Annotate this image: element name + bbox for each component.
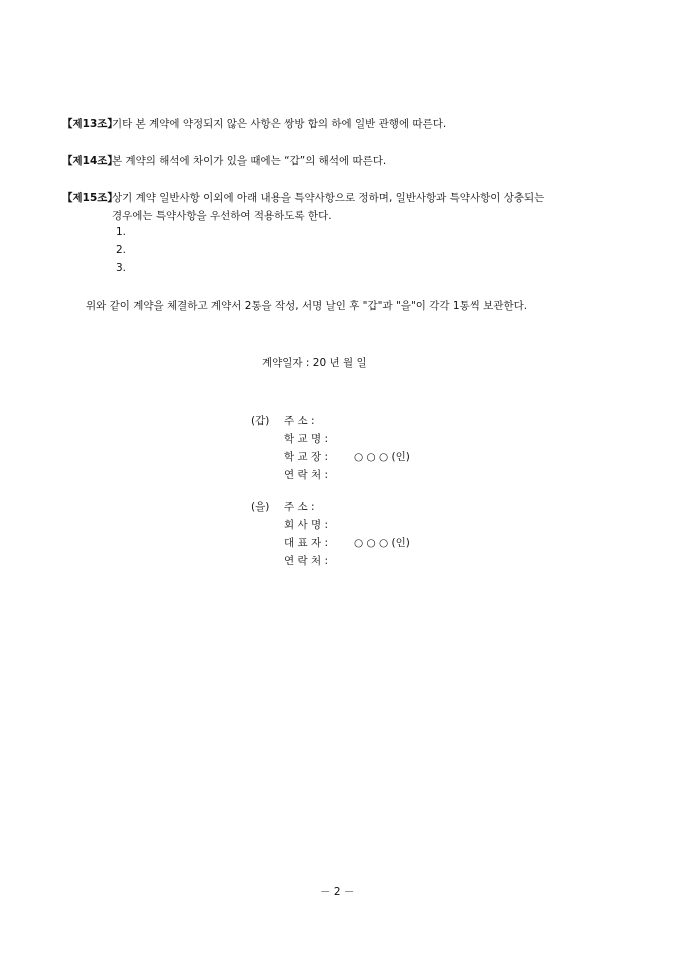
article-13-label: 【제13조】: [62, 118, 118, 130]
party-b-contact-label: 연 락 처 :: [284, 555, 328, 567]
closing-statement: 위와 같이 계약을 체결하고 계약서 2통을 작성, 서명 날인 후 "갑"과 "을"이 각각 1통씩 보관한다.: [86, 300, 528, 312]
article-13-text: 기타 본 계약에 약정되지 않은 사항은 쌍방 합의 하에 일반 관행에 따른다.: [112, 118, 447, 130]
party-b-address-label: 주 소 :: [284, 501, 315, 513]
article-15-label: 【제15조】: [62, 192, 118, 204]
party-a-contact-label: 연 락 처 :: [284, 469, 328, 481]
party-a-principal-label: 학 교 장 :: [284, 451, 328, 463]
article-15-text-line2: 경우에는 특약사항을 우선하여 적용하도록 한다.: [112, 210, 332, 222]
party-b-representative-seal: ○ ○ ○ (인): [354, 537, 410, 549]
party-a-principal-seal: ○ ○ ○ (인): [354, 451, 410, 463]
party-b-tag: (을): [251, 501, 270, 513]
party-a-address-label: 주 소 :: [284, 415, 315, 427]
party-a-school-name-label: 학 교 명 :: [284, 433, 328, 445]
article-14-text: 본 계약의 해석에 차이가 있을 때에는 “갑”의 해석에 따른다.: [112, 155, 387, 167]
special-item-2: 2.: [116, 244, 127, 256]
contract-date: 계약일자 : 20 년 월 일: [262, 357, 367, 369]
special-item-3: 3.: [116, 262, 127, 274]
party-a-tag: (갑): [251, 415, 270, 427]
party-b-representative-label: 대 표 자 :: [284, 537, 328, 549]
page-number: － 2 －: [320, 886, 355, 898]
party-b-company-name-label: 회 사 명 :: [284, 519, 328, 531]
article-14-label: 【제14조】: [62, 155, 118, 167]
article-15-text-line1: 상기 계약 일반사항 이외에 아래 내용을 특약사항으로 정하며, 일반사항과 특약사항이 상충되는: [112, 192, 545, 204]
special-item-1: 1.: [116, 226, 127, 238]
